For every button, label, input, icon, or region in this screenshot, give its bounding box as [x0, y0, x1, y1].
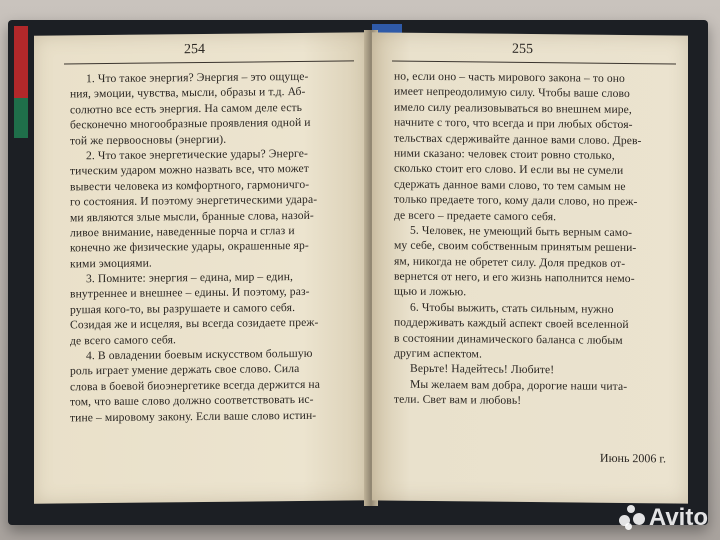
signature-date: Июнь 2006 г.	[599, 450, 666, 466]
left-page-number: 254	[184, 41, 205, 58]
text-line: поддерживать каждый аспект своей вселенной	[394, 315, 629, 332]
text-line: конечно же физические удары, окрашенные яр-	[70, 239, 309, 255]
left-page	[34, 32, 370, 504]
avito-logo-icon	[619, 505, 645, 531]
text-line: де всего – предаете самого себя.	[394, 208, 557, 223]
text-line: го состояния. И поэтому энергетическими удара-	[70, 192, 318, 209]
text-line: в состоянии динамического баланса с любым	[394, 331, 623, 347]
text-line: 4. В овладении боевым искусством большую	[86, 346, 313, 363]
cover-green-edge	[14, 98, 28, 138]
text-line: сколько стоит его слово. И если вы не сумели	[394, 161, 624, 178]
right-page-number: 255	[512, 41, 533, 58]
text-line: Верьте! Надейтесь! Любите!	[410, 362, 555, 377]
text-line: но, если оно – часть мирового закона – то оно	[394, 69, 625, 85]
text-line: ния, эмоции, чувства, мысли, образы и т.д. Аб-	[70, 85, 306, 101]
text-line: вернется от него, и его жизнь наполнится немо-	[394, 269, 635, 286]
text-line: только предаете того, кому дали слово, но преж-	[394, 192, 638, 209]
text-line: 5. Человек, не умеющий быть верным само-	[410, 223, 633, 239]
text-line: другим аспектом.	[394, 346, 482, 361]
text-line: роль играет умение держать свое слово. Сила	[70, 362, 300, 378]
text-line: тельствах сдерживайте данное вами слово. Древ-	[394, 131, 642, 147]
text-line: имеет непреодолимую силу. Чтобы ваше слово	[394, 84, 630, 101]
watermark-text: Avito	[648, 504, 708, 531]
text-line: тине – мировому закону. Если ваше слово истин-	[70, 408, 317, 424]
text-line: Созидая же и исцеляя, вы всегда созидаете преж-	[70, 316, 319, 332]
left-page-rule	[64, 60, 354, 64]
text-line: ям, никогда не обретет силу. Доля предков от-	[394, 254, 626, 270]
text-line: бесконечно многообразные проявления одной и	[70, 116, 311, 132]
text-line: Мы желаем вам добра, дорогие наши чита-	[410, 377, 628, 393]
text-line: тели. Свет вам и любовь!	[394, 392, 522, 408]
text-line: щью и ложью.	[394, 285, 467, 299]
left-page-text	[70, 69, 320, 426]
text-line: сдержать данное вами слово, то тем самым не	[394, 177, 626, 193]
text-line: тическим ударом можно назвать все, что может	[70, 162, 309, 178]
text-line: внутреннее и внешнее – едины. И поэтому, раз-	[70, 285, 310, 301]
right-page-rule	[392, 61, 676, 65]
text-line: де всего самого себя.	[70, 332, 177, 348]
text-line: 6. Чтобы выжить, стать сильным, нужно	[410, 300, 614, 316]
text-line: слова в боевой биоэнергетике всегда держится на	[70, 377, 320, 394]
right-page-text	[394, 69, 642, 410]
text-line: 3. Помните: энергия – едина, мир – един,	[86, 270, 294, 286]
text-line: том, что ваше слово должно соответствовать ис-	[70, 393, 314, 409]
avito-watermark	[619, 504, 708, 532]
text-line: кими эмоциями.	[70, 256, 152, 271]
text-line: 1. Что такое энергия? Энергия – это ощуще-	[86, 69, 309, 86]
right-page	[372, 32, 688, 503]
text-line: 2. Что такое энергетические удары? Энерге-	[86, 146, 308, 163]
text-line: му себе, своим собственным принятым решени-	[394, 238, 637, 255]
text-line: ними сказано: человек стоит ровно столько,	[394, 146, 615, 162]
text-line: имело силу реализовываться во внешнем мире,	[394, 100, 632, 116]
text-line: начните с того, что всегда и при любых обстоя-	[394, 115, 633, 132]
text-line: солютно все есть энергия. На самом деле есть	[70, 100, 303, 117]
text-line: ми являются злые мысли, бранные слова, назой-	[70, 208, 314, 224]
text-line: рушая кого-то, вы разрушаете и самого себя.	[70, 300, 296, 317]
text-line: ливое внимание, наведенные порча и сглаз и	[70, 223, 295, 240]
text-line: той же первоосновы (энергии).	[70, 132, 227, 147]
text-line: вывести человека из комфортного, гармоничго-	[70, 177, 310, 194]
cover-red-edge	[14, 26, 28, 98]
